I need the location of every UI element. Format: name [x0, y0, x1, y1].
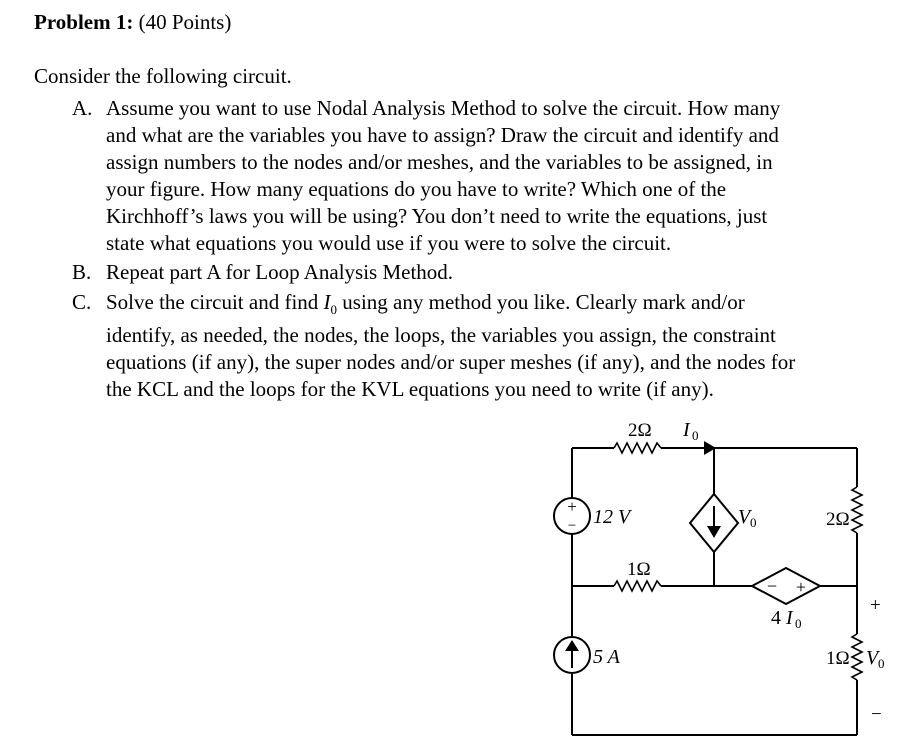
- label-r-middle: 1Ω: [627, 559, 651, 580]
- label-dep-vo-sub: 0: [750, 515, 757, 530]
- item-a-line: Kirchhoff’s laws you will be using? You don’t need to write the equations, just: [106, 204, 768, 228]
- label-vo-plus: +: [870, 595, 881, 616]
- label-r-top: 2Ω: [628, 420, 652, 441]
- label-12v: 12 V: [593, 506, 631, 528]
- item-a-line: your figure. How many equations do you have to write? Which one of the: [106, 177, 727, 201]
- dependent-voltage-source: [752, 568, 820, 604]
- problem-points: (40 Points): [138, 10, 232, 34]
- dependent-current-source: [690, 494, 738, 552]
- item-a-line: assign numbers to the nodes and/or meshes, and the variables to be assigned, in: [106, 150, 773, 174]
- item-b-letter: B.: [72, 260, 92, 284]
- problem-label: Problem 1:: [34, 10, 134, 34]
- label-r-right-top: 2Ω: [826, 509, 850, 530]
- current-source-5a: [554, 637, 590, 673]
- item-c-line: equations (if any), the super nodes and/or super meshes (if any), and the nodes for: [106, 350, 796, 374]
- dep-plus-sign: +: [795, 577, 807, 597]
- label-i0-sub: 0: [692, 428, 699, 443]
- item-c-line: the KCL and the loops for the KVL equations you need to write (if any).: [106, 377, 714, 401]
- item-a-letter: A.: [72, 96, 93, 120]
- label-i0-var: I: [683, 419, 690, 441]
- item-a-line: and what are the variables you have to assign? Draw the circuit and identify and: [106, 123, 779, 147]
- dep-minus-sign: −: [766, 576, 778, 596]
- item-b-line: Repeat part A for Loop Analysis Method.: [106, 260, 454, 284]
- label-4io-sub: 0: [795, 616, 802, 631]
- item-c-letter: C.: [72, 290, 92, 314]
- label-vo-sub: 0: [878, 656, 885, 671]
- minus-sign: −: [567, 518, 577, 534]
- label-dep-vo-var: V: [738, 506, 751, 528]
- resistor-right-bottom: [852, 634, 862, 680]
- voltage-source-12v: [554, 497, 590, 534]
- label-vo-var: V: [866, 647, 879, 669]
- plus-sign: +: [567, 497, 577, 516]
- label-4-coef: 4: [771, 607, 786, 629]
- resistor-top: [614, 443, 661, 453]
- item-c-var-sub: 0: [330, 302, 338, 318]
- item-c-line: identify, as needed, the nodes, the loops, the variables you assign, the constraint: [106, 323, 776, 347]
- item-a-line: Assume you want to use Nodal Analysis Method to solve the circuit. How many: [106, 96, 781, 120]
- label-r-right-bottom: 1Ω: [826, 648, 850, 669]
- item-c-line-1-start: Solve the circuit and find: [106, 290, 324, 314]
- item-c-line-1-end: using any method you like. Clearly mark and/or: [337, 290, 745, 314]
- label-5a: 5 A: [593, 646, 620, 668]
- wire-right: [852, 448, 862, 735]
- item-c-var: I: [323, 290, 331, 314]
- item-a-line: state what equations you would use if you were to solve the circuit.: [106, 231, 672, 255]
- resistor-right-top: [852, 487, 862, 533]
- intro-text: Consider the following circuit.: [34, 64, 292, 88]
- resistor-middle: [614, 581, 661, 591]
- label-4io-var: I: [786, 607, 793, 629]
- label-vo-minus: −: [871, 704, 882, 725]
